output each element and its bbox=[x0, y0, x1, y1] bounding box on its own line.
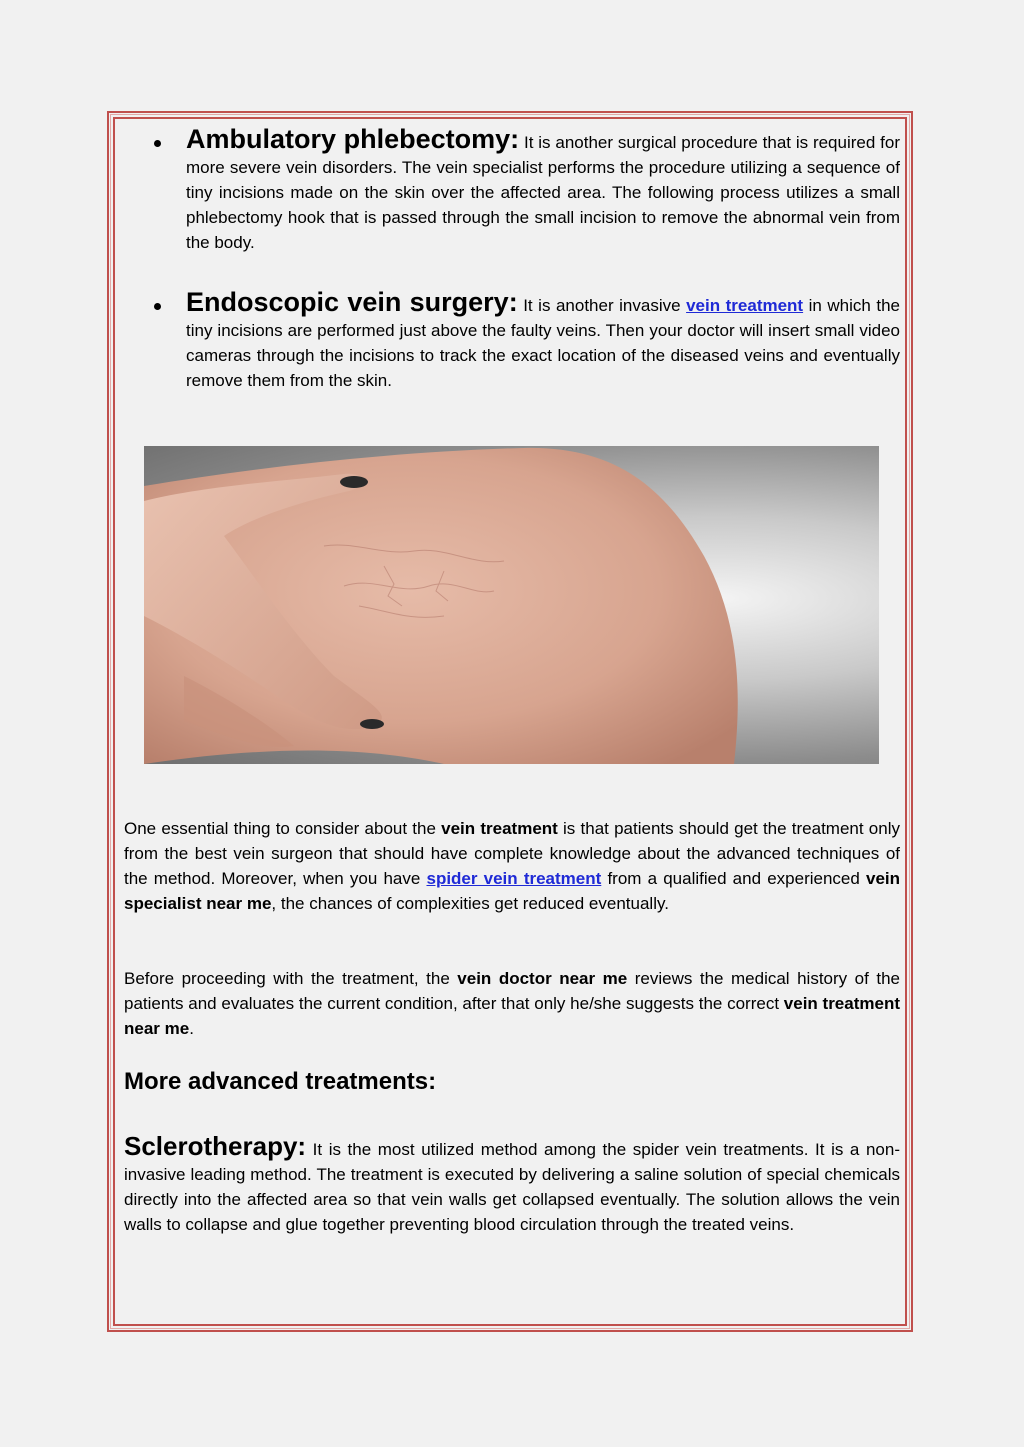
bullet-ambulatory-phlebectomy bbox=[186, 124, 900, 255]
spider-vein-treatment-link[interactable]: spider vein treatment bbox=[426, 869, 602, 888]
sclerotherapy-text: It is the most utilized method among the spider vein treatments. It is a non-invasive leading method. The treatment is executed by delivering a saline solution of special chemicals directly into the affected area so that vein walls get collapsed eventually. The solution allows the vein walls to collapse and glue together preventing blood circulation through the treated veins. bbox=[124, 1140, 900, 1234]
bullet-heading: Ambulatory phlebectomy: bbox=[186, 124, 520, 154]
para-bold: vein treatment near me bbox=[124, 994, 900, 1038]
para-text: Before proceeding with the treatment, the bbox=[124, 969, 458, 988]
leg-veins-photo bbox=[144, 446, 879, 764]
paragraph-vein-doctor bbox=[124, 966, 900, 1041]
leg-photo-illustration bbox=[144, 446, 879, 764]
para-text: , the chances of complexities get reduced eventually. bbox=[271, 894, 669, 913]
para-bold: vein specialist near me bbox=[124, 869, 901, 913]
para-bold: vein doctor near me bbox=[457, 969, 628, 988]
bullet-text-after-link: in which the tiny incisions are performed just above the faulty veins. Then your doctor will insert small video cameras through the incisions to track the exact location of the diseased veins and eventually remove them from the skin. bbox=[186, 296, 901, 390]
bullet-dot-icon bbox=[154, 303, 161, 310]
paragraph-vein-treatment bbox=[124, 816, 900, 916]
section-heading: More advanced treatments: bbox=[124, 1068, 437, 1095]
paragraph-sclerotherapy bbox=[124, 1131, 900, 1237]
para-text: reviews the medical history of the patients and evaluates the current condition, after that only he/she suggests the correct bbox=[124, 969, 900, 1013]
sclerotherapy-heading: Sclerotherapy: bbox=[124, 1131, 307, 1161]
para-bold: vein treatment bbox=[441, 819, 558, 838]
vein-treatment-link[interactable]: vein treatment bbox=[686, 296, 804, 315]
para-text: . bbox=[189, 1019, 194, 1038]
para-text: One essential thing to consider about the bbox=[124, 819, 442, 838]
bullet-heading: Endoscopic vein surgery: bbox=[186, 287, 518, 317]
bullet-text: It is another invasive bbox=[517, 296, 687, 315]
bullet-text: It is another surgical procedure that is required for more severe vein disorders. The vein specialist performs the procedure utilizing a sequence of tiny incisions made on the skin over the affected area. The following process utilizes a small phlebectomy hook that is passed through the small incision to remove the abnormal vein from the body. bbox=[186, 133, 900, 252]
para-text: is that patients should get the treatment only from the best vein surgeon that should have complete knowledge about the advanced techniques of the method. Moreover, when you have bbox=[124, 819, 900, 888]
bullet-dot-icon bbox=[154, 140, 161, 147]
bullet-endoscopic-vein-surgery bbox=[186, 287, 900, 393]
para-text: from a qualified and experienced bbox=[601, 869, 866, 888]
